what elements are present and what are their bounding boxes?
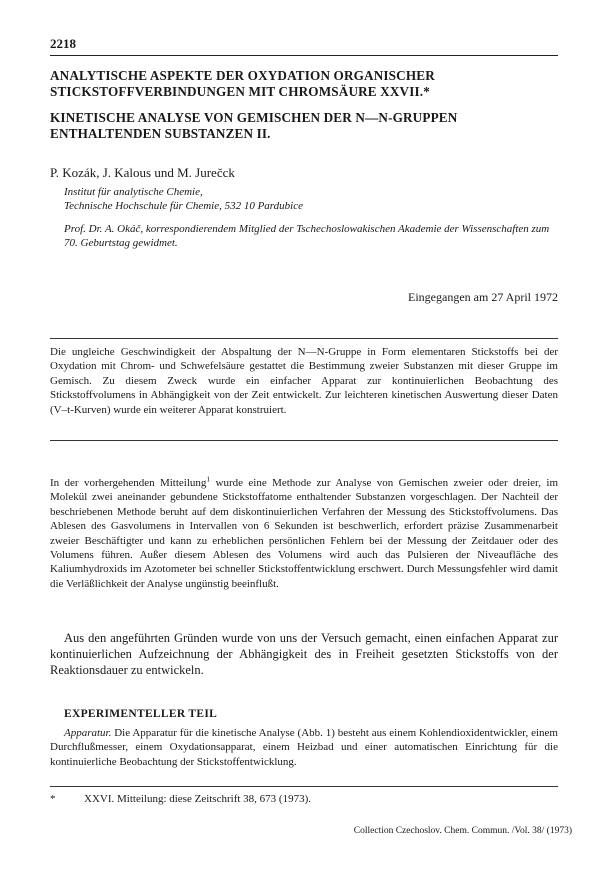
header-rule: [50, 55, 558, 56]
journal-footer: Collection Czechoslov. Chem. Commun. /Vol. 38/ (1973): [353, 826, 572, 836]
institution: [64, 185, 303, 213]
paragraph-3-rest: Die Apparatur für die kinetische Analyse (Abb. 1) besteht aus einem Kohlendioxidentwickler, einem Durchflußmesser, einem Oxydationsapparat, einem Heizbad und einer automatischen Einrichtung für die kontinuierliche Beobachtung der Stickstoffentwicklung.: [50, 727, 558, 768]
article-title: ANALYTISCHE ASPEKTE DER OXYDATION ORGANISCHER STICKSTOFFVERBINDUNGEN MIT CHROMSÄURE XXVII.*: [50, 68, 435, 99]
reference-mark[interactable]: 1: [206, 474, 211, 484]
paragraph-1-rest: wurde eine Methode zur Analyse von Gemischen zweier oder dreier, im Molekül zwei aneinander gebundene Stickstoffatome enthaltender Substanzen vorgeschlagen. Der Nachteil der beschriebenen Methode beruht auf dem diskontinuierlichen Verfahren der Messung des Stickstoffvolumens. Das Ablesen des Gasvolumens in Intervallen von 6 Sekunden ist beschwerlich, erfordert präzise Zusammenarbeit zweier Beschäftigter und kann zu erheblichen persönlichen Fehlern bei der Messung der Zeitdauer oder des Volumens führen. Außer diesem Ablesen des Volumens wird auch das Pulsieren der Niveaufläche des Kaliumhydroxids im Azotometer bei schneller Stickstoffentwicklung erschwert. Durch Messungsfehler wird damit die Verläßlichkeit der Analyse ungünstig beeinflußt.: [50, 477, 559, 590]
paragraph-1-start: In der vorhergehenden Mitteilung: [50, 477, 207, 489]
footnote: [50, 793, 558, 805]
abstract-rule-top: [50, 338, 558, 339]
section-heading: EXPERIMENTELLER TEIL: [64, 708, 218, 720]
footnote-text: XXVI. Mitteilung: diese Zeitschrift 38, 673 (1973).: [84, 793, 311, 805]
abstract: Die ungleiche Geschwindigkeit der Abspaltung der N—N-Gruppe in Form elementaren Stickstoffs bei der Oxydation mit Chrom- und Schwefelsäure gestattet die Bestimmung zweier Substanzen mit dieser Gruppe im Gemisch. Zu diesem Zweck wurde ein einfacher Apparat zur kontinuierlichen Beobachtung des Stickstoffvolumens in Abhängigkeit von der Zeit entwickelt. Zur leichteren kinetischen Auswertung dieser Daten (V–t-Kurven) wurde ein weiterer Apparat konstruiert.: [50, 346, 558, 416]
page-number: 2218: [50, 36, 76, 51]
dedication: Prof. Dr. A. Okáč, korrespondierendem Mitglied der Tschechoslowakischen Akademie der Wissenschaften zum 70. Geburtstag gewidmet.: [64, 223, 550, 249]
institution-line-2: Technische Hochschule für Chemie, 532 10 Pardubice: [64, 200, 304, 212]
authors: P. Kozák, J. Kalous und M. Jurečck: [50, 165, 235, 180]
paragraph-3: [50, 726, 558, 769]
footnote-mark: *: [50, 793, 56, 805]
paragraph-2: Aus den angeführten Gründen wurde von uns der Versuch gemacht, einen einfachen Apparat zur kontinuierlichen Aufzeichnung der Abhängigkeit des in Freiheit gesetzten Stickstoffs von der Reaktionsdauer zu entwickeln.: [50, 631, 558, 677]
abstract-rule-bottom: [50, 440, 558, 441]
paragraph-1: [50, 476, 558, 591]
institution-line-1: Institut für analytische Chemie,: [64, 186, 203, 198]
received-date: Eingegangen am 27 April 1972: [408, 290, 558, 304]
footnote-rule: [50, 786, 558, 787]
paragraph-3-lead: Apparatur.: [64, 727, 112, 739]
article-subtitle: KINETISCHE ANALYSE VON GEMISCHEN DER N—N-GRUPPEN ENTHALTENDEN SUBSTANZEN II.: [50, 110, 458, 141]
